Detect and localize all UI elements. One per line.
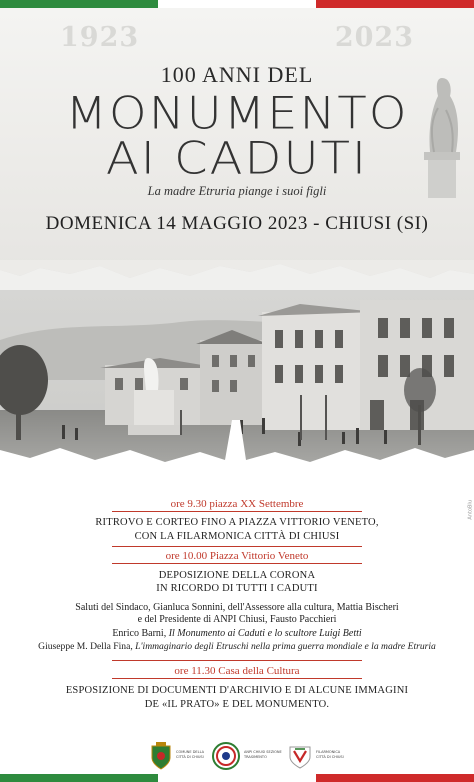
section-2-greetings-1: Saluti del Sindaco, Gianluca Sonnini, dell'Assessore alla cultura, Mattia Bischeri bbox=[75, 602, 399, 613]
title-line-2: AI CADUTI bbox=[105, 133, 369, 185]
section-3-divider bbox=[112, 678, 362, 679]
logo-2-text: ANPI CHIUSI SEZIONE TRASIMENTO bbox=[244, 750, 282, 759]
section-2-time: ore 10.00 Piazza Vittorio Veneto bbox=[165, 550, 309, 562]
year-2023: 2023 bbox=[334, 22, 414, 53]
section-3-time: ore 11.30 Casa della Cultura bbox=[174, 665, 300, 677]
section-3-divider-top bbox=[112, 660, 362, 661]
section-1-line-2: CON LA FILARMONICA CITTÀ DI CHIUSI bbox=[134, 531, 340, 542]
section-1-time: ore 9.30 piazza XX Settembre bbox=[170, 498, 304, 510]
logo-1-text: COMUNE DELLA CITTÀ DI CHIUSI bbox=[176, 750, 205, 759]
section-2-line-2: IN RICORDO DI TUTTI I CADUTI bbox=[156, 583, 318, 594]
section-3-line-1: ESPOSIZIONE DI DOCUMENTI D'ARCHIVIO E DI ALCUNE IMMAGINI bbox=[65, 685, 409, 696]
section-1-line-1: RITROVO E CORTEO FINO A PIAZZA VITTORIO VENETO, bbox=[95, 517, 379, 528]
year-1923: 1923 bbox=[60, 22, 140, 53]
section-3-line-2: DE «IL PRATO» E DEL MONUMENTO. bbox=[144, 699, 330, 710]
title-line-1: MONUMENTO bbox=[65, 88, 409, 140]
filarmonica-logo-icon bbox=[288, 743, 312, 769]
anpi-logo-icon bbox=[212, 742, 240, 770]
logo-3-text: FILARMONICA CITTÀ DI CHIUSI bbox=[316, 750, 344, 759]
section-1-divider bbox=[112, 511, 362, 512]
event-date-location: DOMENICA 14 MAGGIO 2023 - CHIUSI (SI) bbox=[45, 213, 429, 234]
subtitle: La madre Etruria piange i suoi figli bbox=[147, 184, 327, 198]
section-2-greetings-2: e del Presidente di ANPI Chiusi, Fausto Pacchieri bbox=[137, 614, 337, 625]
chiusi-coat-of-arms-icon bbox=[150, 742, 172, 770]
section-2-divider-top bbox=[112, 546, 362, 547]
section-2-line-1: DEPOSIZIONE DELLA CORONA bbox=[158, 570, 316, 581]
italian-flag-strip-bottom bbox=[0, 774, 474, 782]
title-prefix: 100 ANNI DEL bbox=[160, 62, 314, 87]
designer-credit: AntoBlu bbox=[468, 500, 474, 520]
section-2-divider bbox=[112, 563, 362, 564]
historic-square-photo bbox=[0, 260, 474, 490]
section-2-speaker-1: Enrico Barni, Il Monumento ai Caduti e lo scultore Luigi Betti bbox=[112, 628, 362, 639]
italian-flag-strip-top bbox=[0, 0, 474, 8]
sponsor-logos bbox=[0, 740, 474, 774]
poster-header bbox=[0, 8, 474, 270]
section-2-speaker-2: Giuseppe M. Della Fina, L'immaginario degli Etruschi nella prima guerra mondiale e la madre Etruria bbox=[38, 641, 436, 652]
